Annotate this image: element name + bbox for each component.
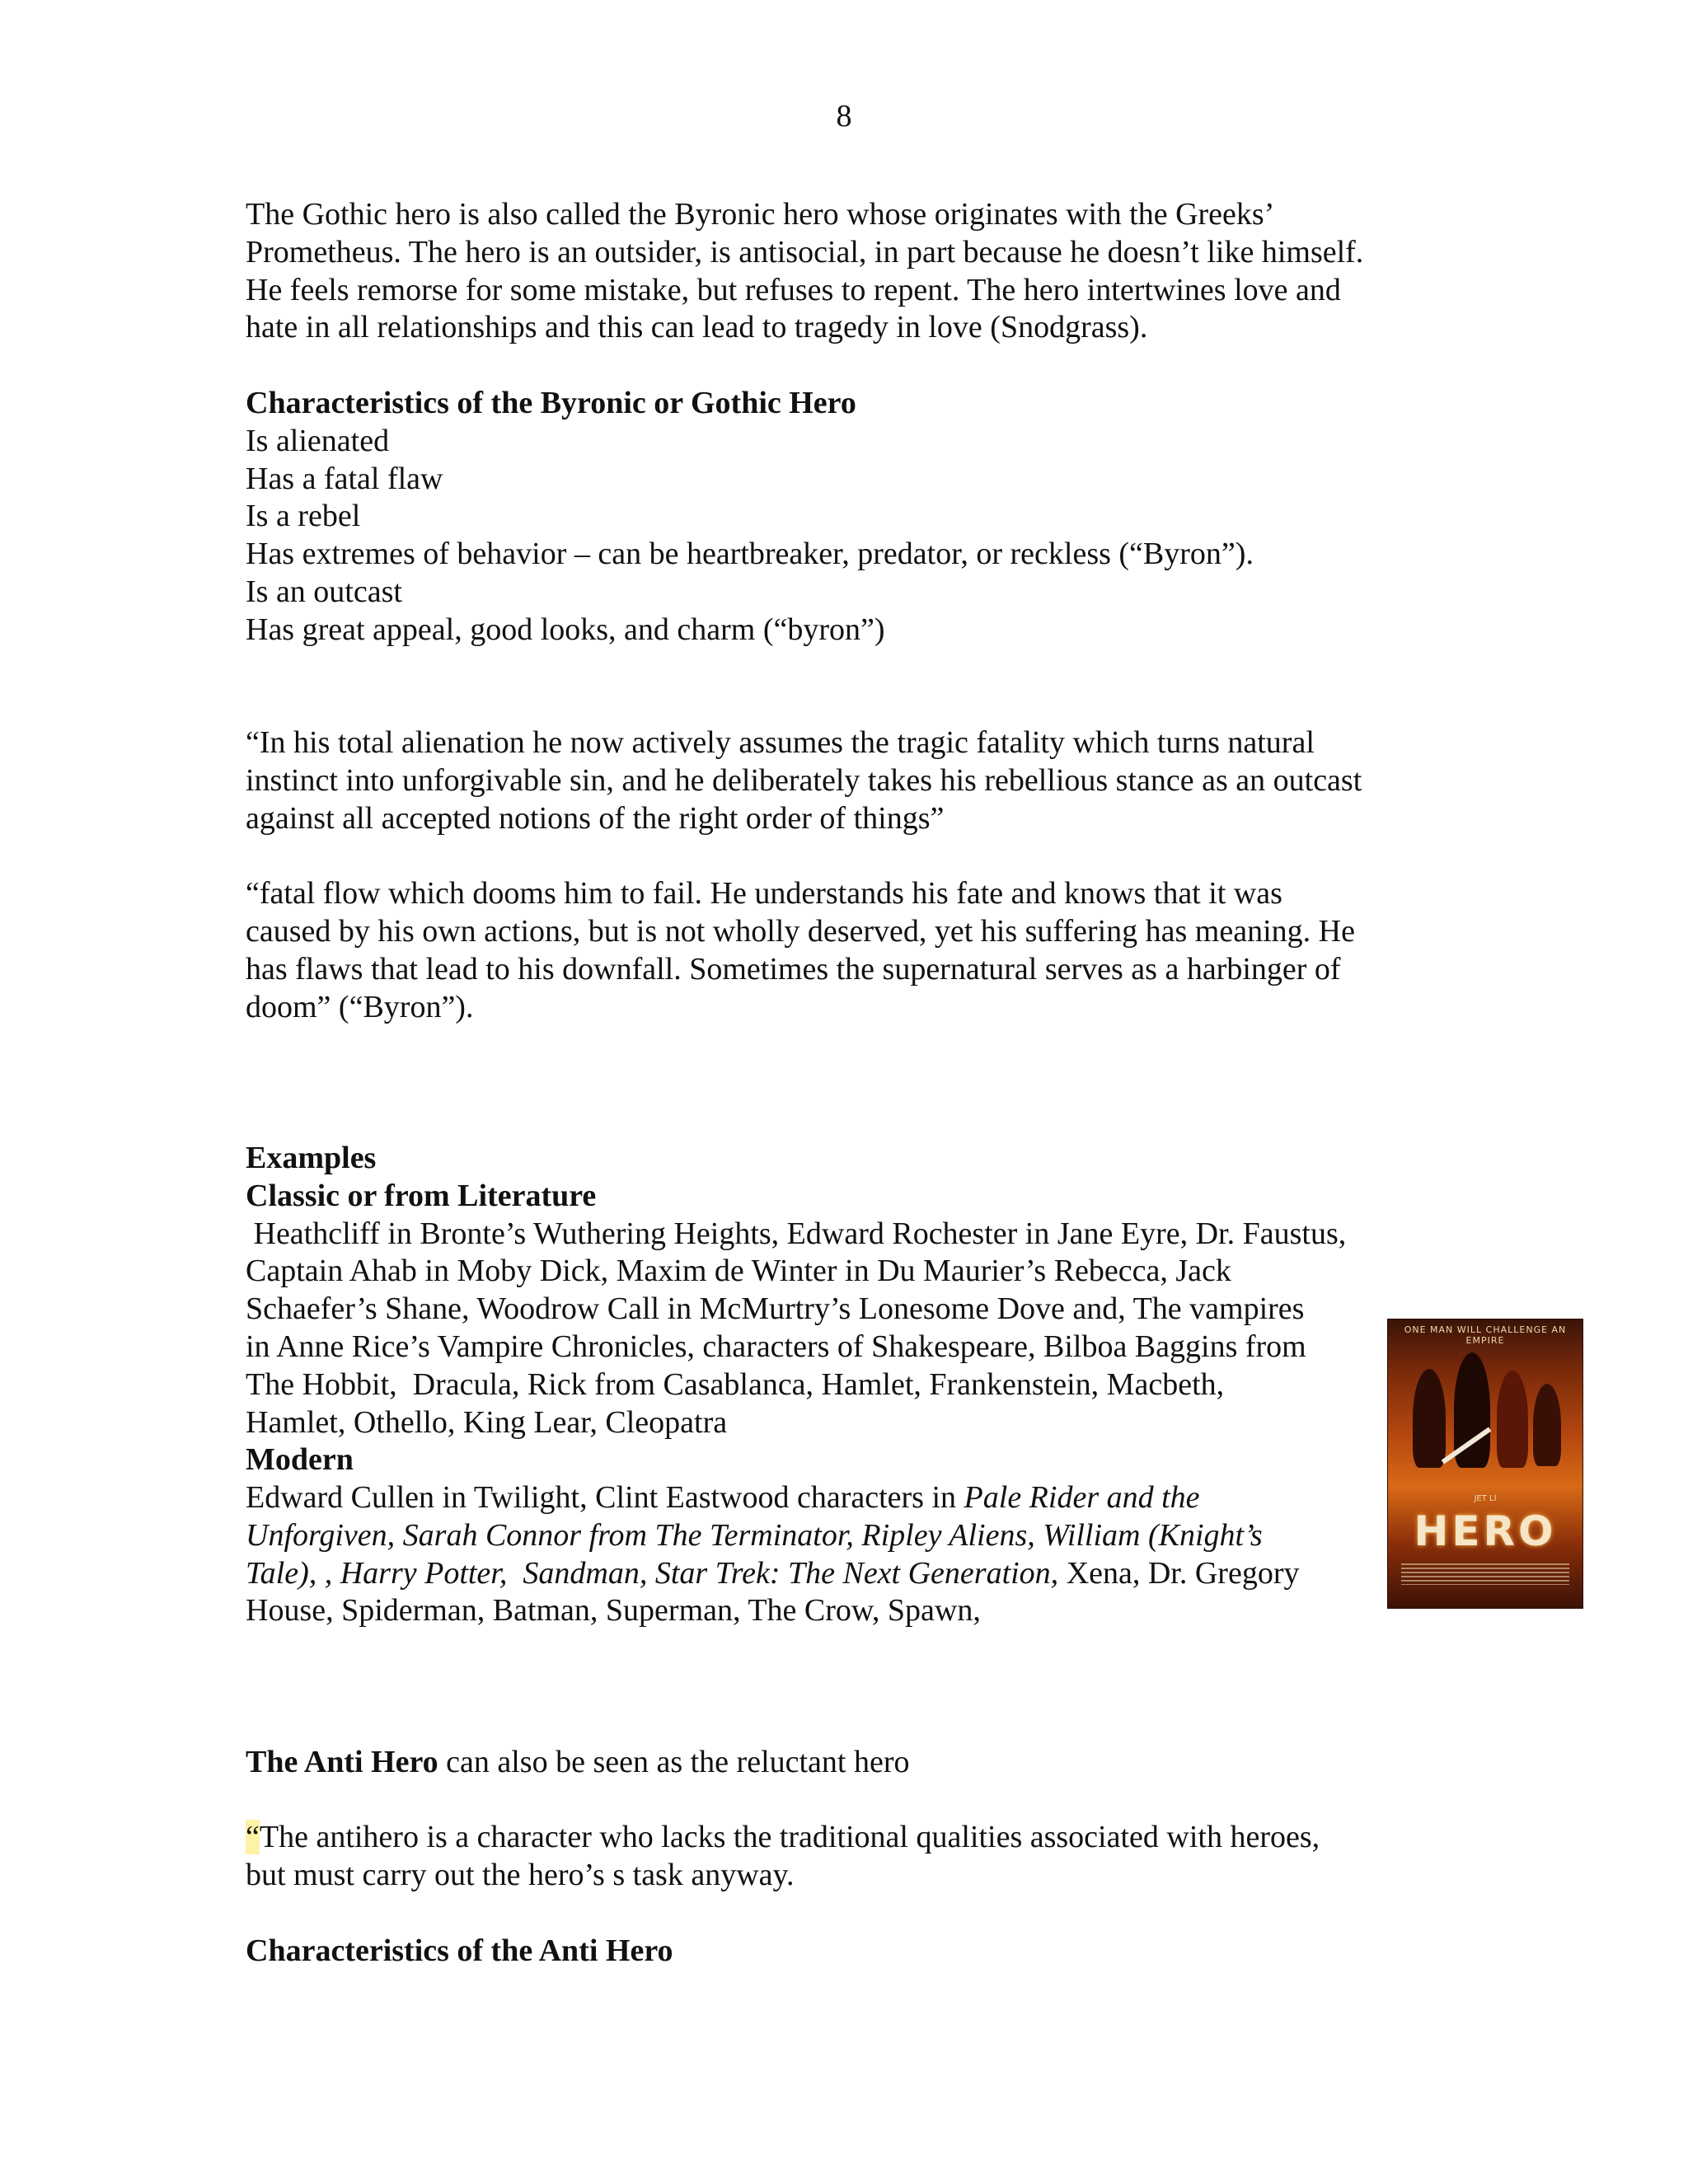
poster-title: HERO — [1414, 1507, 1557, 1555]
text-run: The antihero is a character who lacks the traditional qualities associated with heroes, — [259, 1820, 1320, 1855]
text-line: instinct into unforgivable sin, and he deliberately takes his rebellious stance as an outcast — [246, 762, 1362, 798]
text-line: Hamlet, Othello, King Lear, Cleopatra — [246, 1404, 728, 1440]
poster-actor: JET LI — [1474, 1494, 1497, 1503]
italic-run: Unforgiven, Sarah Connor from The Terminator, Ripley Aliens, William (Knight’s — [246, 1517, 1263, 1553]
examples-heading: Examples — [246, 1140, 377, 1175]
text-line: The Hobbit, Dracula, Rick from Casablanca, Hamlet, Frankenstein, Macbeth, — [246, 1366, 1225, 1402]
text-line — [246, 1819, 1465, 1857]
text-line: against all accepted notions of the right order of things” — [246, 800, 945, 836]
classic-examples — [246, 1216, 1465, 1442]
text-line — [246, 1517, 1465, 1555]
text-line: caused by his own actions, but is not wholly deserved, yet his suffering has meaning. He — [246, 914, 1355, 949]
anti-hero-heading: Characteristics of the Anti Hero — [246, 1933, 673, 1968]
text-line: House, Spiderman, Batman, Superman, The Crow, Spawn, — [246, 1593, 981, 1629]
text-line: but must carry out the hero’s s task anyway. — [246, 1858, 795, 1893]
text-line: has flaws that lead to his downfall. Sometimes the supernatural serves as a harbinger of — [246, 951, 1341, 987]
byronic-heading: Characteristics of the Byronic or Gothic Hero — [246, 385, 856, 420]
page-number: 8 — [836, 99, 852, 134]
byronic-characteristics-list — [246, 423, 1465, 649]
list-item: Has great appeal, good looks, and charm (“byron”) — [246, 612, 885, 647]
intro-paragraph — [246, 196, 1465, 347]
text-run: can also be seen as the reluctant hero — [438, 1744, 910, 1779]
list-item: Is an outcast — [246, 574, 402, 609]
text-run: Xena, Dr. Gregory — [1058, 1555, 1300, 1591]
text-line: Prometheus. The hero is an outsider, is antisocial, in part because he doesn’t like himself. — [246, 234, 1364, 269]
quote-2 — [246, 875, 1465, 1026]
text-line: doom” (“Byron”). — [246, 989, 474, 1024]
text-line: Heathcliff in Bronte’s Wuthering Heights, Edward Rochester in Jane Eyre, Dr. Faustus, — [246, 1216, 1347, 1251]
anti-hero-term: The Anti Hero — [246, 1744, 438, 1779]
anti-hero-quote — [246, 1819, 1465, 1895]
modern-heading: Modern — [246, 1442, 354, 1478]
poster-figure — [1497, 1371, 1528, 1468]
highlighted-quote-mark: “ — [246, 1820, 260, 1855]
list-item: Has a fatal flaw — [246, 461, 443, 496]
poster-figure — [1533, 1384, 1561, 1466]
text-line: in Anne Rice’s Vampire Chronicles, characters of Shakespeare, Bilboa Baggins from — [246, 1329, 1306, 1364]
text-line: “In his total alienation he now actively assumes the tragic fatality which turns natural — [246, 725, 1315, 761]
list-item: Is alienated — [246, 423, 390, 458]
text-line: “fatal flow which dooms him to fail. He understands his fate and knows that it was — [246, 876, 1282, 912]
modern-examples — [246, 1479, 1465, 1630]
text-line: Captain Ahab in Moby Dick, Maxim de Winter in Du Maurier’s Rebecca, Jack — [246, 1254, 1231, 1289]
poster-credits — [1401, 1563, 1569, 1585]
poster-figure — [1413, 1369, 1446, 1468]
italic-run: Pale Rider and the — [964, 1480, 1200, 1516]
text-line: hate in all relationships and this can lead to tragedy in love (Snodgrass). — [246, 310, 1148, 345]
list-item: Has extremes of behavior – can be heartbreaker, predator, or reckless (“Byron”). — [246, 537, 1254, 572]
anti-hero-intro — [246, 1744, 1465, 1782]
italic-run: Tale), , Harry Potter, Sandman, Star Trek: The Next Generation, — [246, 1555, 1059, 1591]
text-line: The Gothic hero is also called the Byronic hero whose originates with the Greeks’ — [246, 197, 1275, 232]
text-line: He feels remorse for some mistake, but refuses to repent. The hero intertwines love and — [246, 272, 1341, 307]
text-line — [246, 1555, 1465, 1593]
text-run: Edward Cullen in Twilight, Clint Eastwood characters in — [246, 1480, 964, 1516]
text-line — [246, 1479, 1465, 1517]
document-body — [246, 196, 1465, 1970]
classic-heading: Classic or from Literature — [246, 1178, 597, 1213]
hero-movie-poster — [1387, 1319, 1583, 1609]
poster-tagline: ONE MAN WILL CHALLENGE AN EMPIRE — [1404, 1324, 1567, 1346]
list-item: Is a rebel — [246, 499, 361, 534]
quote-1 — [246, 724, 1465, 837]
text-line: Schaefer’s Shane, Woodrow Call in McMurtry’s Lonesome Dove and, The vampires — [246, 1291, 1305, 1327]
